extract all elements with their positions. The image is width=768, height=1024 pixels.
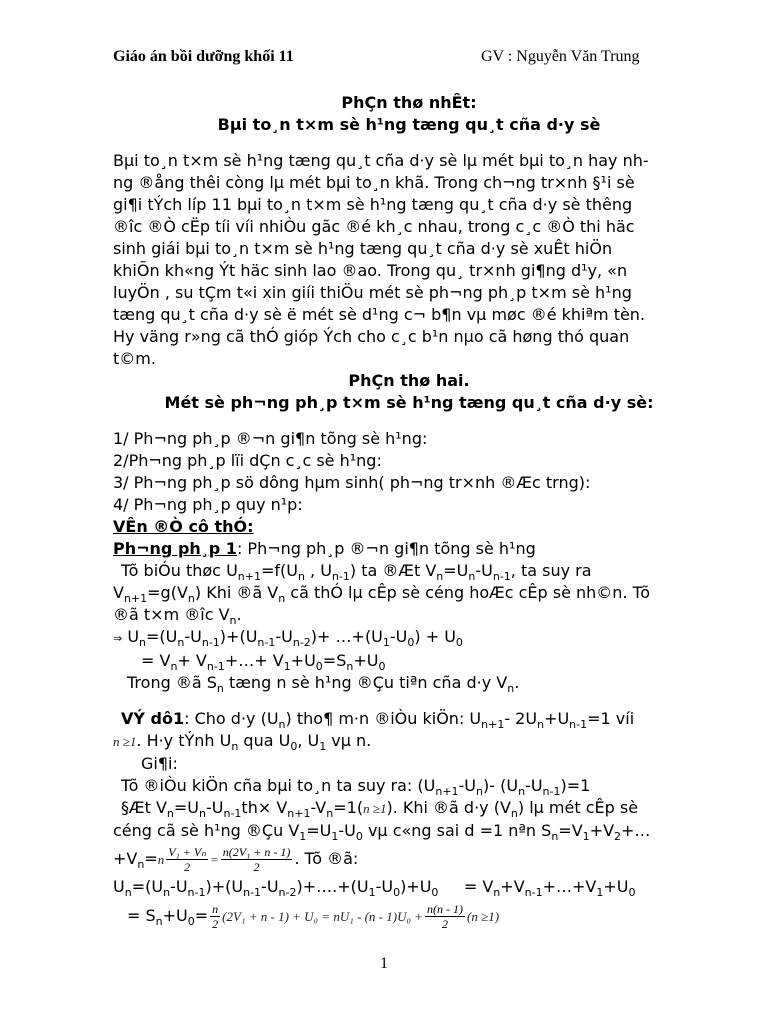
part1-title: PhÇn thø nhÊt:	[341, 93, 477, 112]
fraction: $\frac{n}{2}$	[212, 902, 219, 931]
document-body	[113, 92, 705, 934]
equation-line: ⇒ $U_n=(U_n-U_{n-1})+(U_{n-1}-U_{n-2})+$ $\dots+(U_1-U_0) + U_0$	[113, 627, 463, 650]
equation-line: = $V_n+$ $V_{n-1}+\dots+ V_1+U_0=S_n+U_0$	[141, 651, 386, 674]
example-line: n ≥1. H·y tÝnh $U_n$ qua $U_0$, $U_1$ vµ n.	[113, 731, 372, 754]
method-item: 4/ Ph¬ng ph¸p quy n¹p:	[113, 495, 303, 514]
header-right: GV : Nguyễn Văn Trung	[481, 48, 640, 65]
header-left: Giáo án bồi dưỡng khối 11	[113, 48, 294, 65]
example-label: VÝ dô1	[121, 709, 185, 728]
condition-formula: n ≥1	[113, 734, 137, 749]
method-item: 3/ Ph¬ng ph¸p sö dông hµm sinh( ph¬ng tr×nh ®Æc trng):	[113, 473, 591, 492]
implies-icon: ⇒	[113, 632, 123, 645]
body-line: Trong ®ã $S_n$ tæng n sè h¹ng ®Çu tiªn cña d·y $V_n$.	[127, 673, 520, 696]
part2-title: PhÇn thø hai.	[348, 371, 470, 390]
intro-line: Hy väng r»ng cã thÓ gióp Ých cho c¸c b¹n nµo cã høng thó quan	[113, 327, 630, 346]
intro-paragraph	[113, 150, 705, 370]
method1-title: : Ph¬ng ph¸p ®¬n gi¶n tõng sè h¹ng	[236, 539, 536, 558]
intro-line: luyÖn , su tÇm t«i xin giíi thiÖu mét sè ph¬ng ph¸p t×m sè h¹ng	[113, 283, 632, 302]
methods-list	[113, 428, 705, 516]
solution-line: Tõ ®iÒu kiÖn cña bµi to¸n ta suy ra: $(U_{n+1}-U_n)-$ $(U_n-U_{n-1})=1$	[121, 776, 591, 799]
body-line: $V_{n+1}=g(V_n)$ Khi ®ã $V_n$ cã thÓ lµ cÊp sè céng hoÆc cÊp sè nh©n. Tõ	[113, 583, 651, 606]
fraction: $\frac{\text{V₁ + Vₙ}}{2}$	[168, 845, 206, 874]
page-number: 1	[380, 955, 388, 972]
solution-line: $U_n=(U_n-U_{n-1})+(U_{n-1}-U_{n-2})+\dots.+(U_1-U_0)+U_0$ = $V_n+V_{n-1}+\dots+V_1+U_0$	[113, 877, 636, 900]
intro-line: khiÕn kh«ng Ýt häc sinh lao ®ao. Trong qu¸ tr×nh gi¶ng d¹y, «n	[113, 261, 628, 280]
part1-subtitle: Bµi to¸n t×m sè h¹ng tæng qu¸t cña d·y sè	[217, 115, 601, 134]
method-item: 2/Ph¬ng ph¸p lïi dÇn c¸c sè h¹ng:	[113, 451, 382, 470]
section-heading: VÊn ®Ò cô thÓ:	[113, 517, 254, 536]
body-line: Tõ biÓu thøc $U_{n+1}=f(U_n$ , $U_{n-1}$) ta ®Æt $V_n=U_n-U_{n-1}$, ta suy ra	[121, 561, 592, 584]
intro-line: ng ®ång thêi còng lµ mét bµi to¸n khã. Trong ch¬ng tr×nh §¹i sè	[113, 173, 635, 192]
intro-line: ®îc ®Ò cËp tíi víi nhiÒu gãc ®é kh¸c nhau, trong c¸c ®Ò thi häc	[113, 217, 635, 236]
fraction: $\frac{\text{n(2V₁ + n - 1)}}{2}$	[222, 845, 291, 874]
intro-line: sinh giái bµi to¸n t×m sè h¹ng tæng qu¸t cña d·y sè xuÊt hiÖn	[113, 239, 613, 258]
method1-heading: Ph¬ng ph¸p 1	[113, 539, 237, 558]
example-line: VÝ dô1: Cho d·y $(U_n)$ tho¶ m·n ®iÒu kiÖn: $U_{n+1}-$ $2U_n+U_{n-1}=1$ víi	[121, 709, 635, 732]
intro-line: tæng qu¸t cña d·y sè ë mét sè d¹ng c¬ b¶n vµ møc ®é khiªm tèn.	[113, 305, 646, 324]
solution-label: Gi¶i:	[141, 754, 178, 773]
solution-line: = $S_n+U_0=$ $\frac{n}{2}$ (2V₁ + n - 1) + U₀ = nU₁ - (n - 1)U₀ + $\frac{n(n - 1)}{2}$ (n ≥1)	[127, 902, 500, 931]
method1-line	[113, 538, 705, 560]
method-item: 1/ Ph¬ng ph¸p ®¬n gi¶n tõng sè h¹ng:	[113, 429, 428, 448]
intro-line: t©m.	[113, 349, 156, 368]
solution-line: $+V_n=n$ $\frac{\text{V₁ + Vₙ}}{2}$ = $\frac{\text{n(2V₁ + n - 1)}}{2}$ . Tõ ®ã:	[113, 845, 359, 874]
fraction: $\frac{n(n - 1)}{2}$	[427, 902, 463, 931]
solution-line: §Æt $V_n=U_n-U_{n-1}th\times V_{n+1}-V_n=1(n \ge 1)$. Khi ®ã d·y $(V_n)$ lµ mét cÊp sè	[121, 798, 639, 821]
part2-subtitle: Mét sè ph¬ng ph¸p t×m sè h¹ng tæng qu¸t cña d·y sè:	[164, 393, 654, 412]
body-line: ®ã t×m ®îc $V_n$.	[113, 605, 242, 628]
intro-line: Bµi to¸n t×m sè h¹ng tæng qu¸t cña d·y sè lµ mét bµi to¸n hay nh-	[113, 151, 649, 170]
solution-line: céng cã sè h¹ng ®Çu $V_1=U_1-U_0$ vµ c«ng sai d =1 nªn $S_n=V_1+V_2+\dots$	[113, 821, 651, 844]
intro-line: gi¶i tÝch líp 11 bµi to¸n t×m sè h¹ng tæng qu¸t cña d·y sè thêng	[113, 195, 633, 214]
